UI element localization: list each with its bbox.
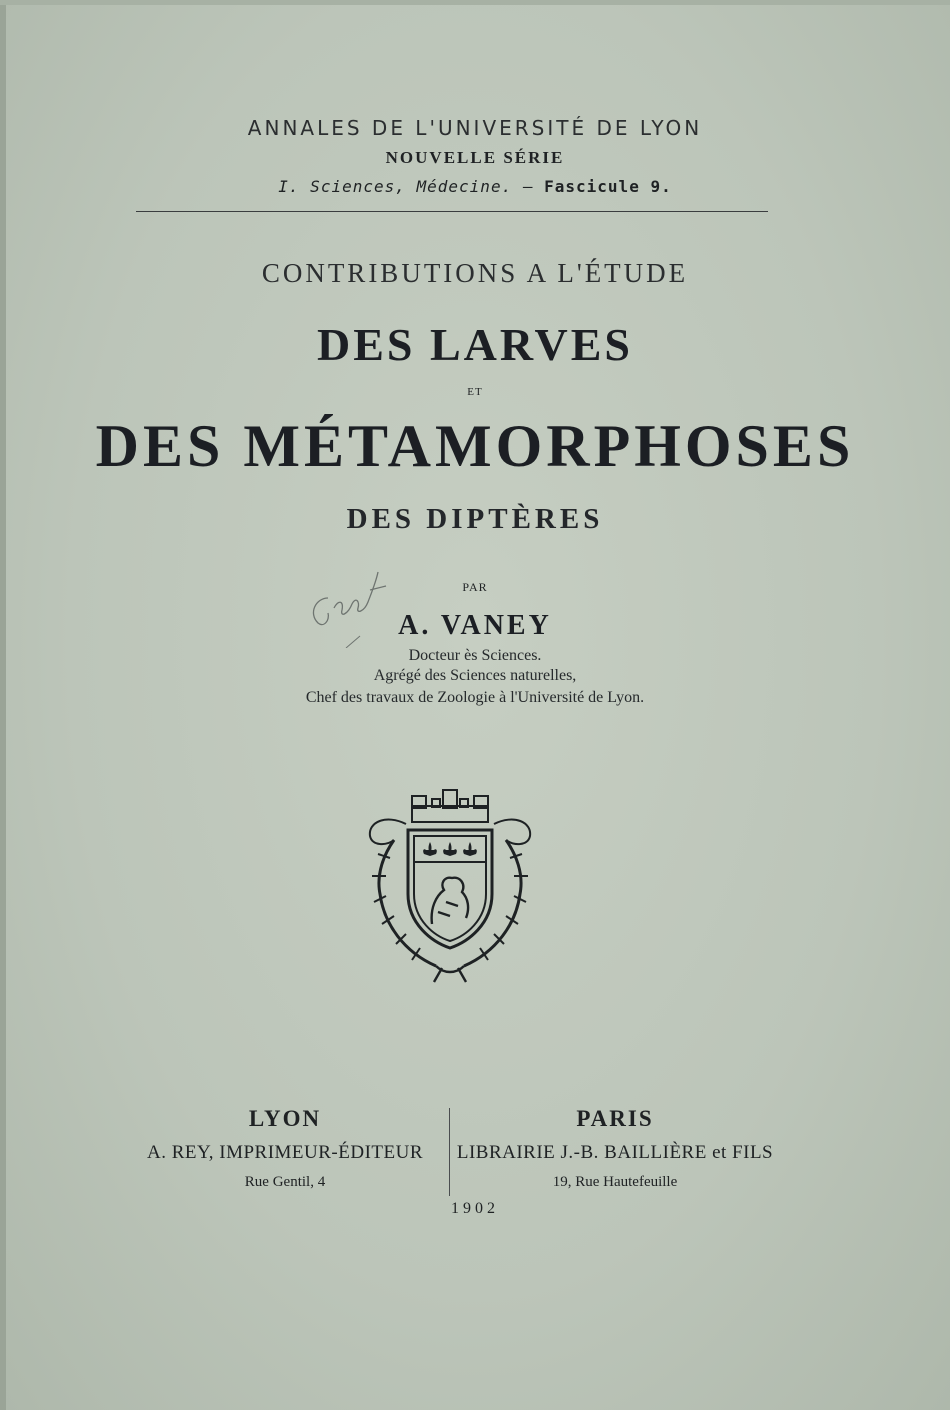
fascicule-line bbox=[0, 177, 950, 196]
author-credential: Docteur ès Sciences. bbox=[408, 647, 542, 664]
section-label: I. Sciences, Médecine. bbox=[278, 177, 513, 196]
fascicule-number: Fascicule 9. bbox=[544, 177, 672, 196]
dash: — bbox=[522, 177, 534, 196]
imprint-right-address: 19, Rue Hautefeuille bbox=[552, 1174, 678, 1190]
author-name: A. VANEY bbox=[398, 610, 552, 641]
author-credential: Chef des travaux de Zoologie à l'Université de Lyon. bbox=[305, 689, 645, 706]
title-contributions: CONTRIBUTIONS A L'ÉTUDE bbox=[261, 258, 689, 288]
page-edge-top bbox=[0, 0, 950, 5]
title-line-larves: DES LARVES bbox=[317, 319, 633, 370]
title-line-dipteres: DES DIPTÈRES bbox=[346, 503, 604, 535]
imprint-left-city: LYON bbox=[248, 1106, 322, 1131]
author-credential: Agrégé des Sciences naturelles, bbox=[373, 667, 577, 684]
city-of-lyon-coat-of-arms-icon bbox=[350, 784, 550, 989]
title-line-metamorphoses: DES MÉTAMORPHOSES bbox=[95, 413, 855, 479]
imprint-right-city: PARIS bbox=[576, 1106, 654, 1131]
imprint-divider bbox=[449, 1108, 450, 1196]
imprint-left-address: Rue Gentil, 4 bbox=[244, 1174, 326, 1190]
series-subtitle: NOUVELLE SÉRIE bbox=[385, 148, 565, 167]
title-connector: ET bbox=[467, 386, 483, 398]
by-label: PAR bbox=[462, 580, 488, 594]
imprint-left-publisher: A. REY, IMPRIMEUR-ÉDITEUR bbox=[146, 1142, 424, 1163]
series-title: ANNALES DE L'UNIVERSITÉ DE LYON bbox=[247, 116, 703, 140]
header-rule bbox=[136, 211, 768, 212]
publication-year: 1902 bbox=[451, 1200, 499, 1217]
imprint-right-publisher: LIBRAIRIE J.-B. BAILLIÈRE et FILS bbox=[456, 1142, 774, 1163]
